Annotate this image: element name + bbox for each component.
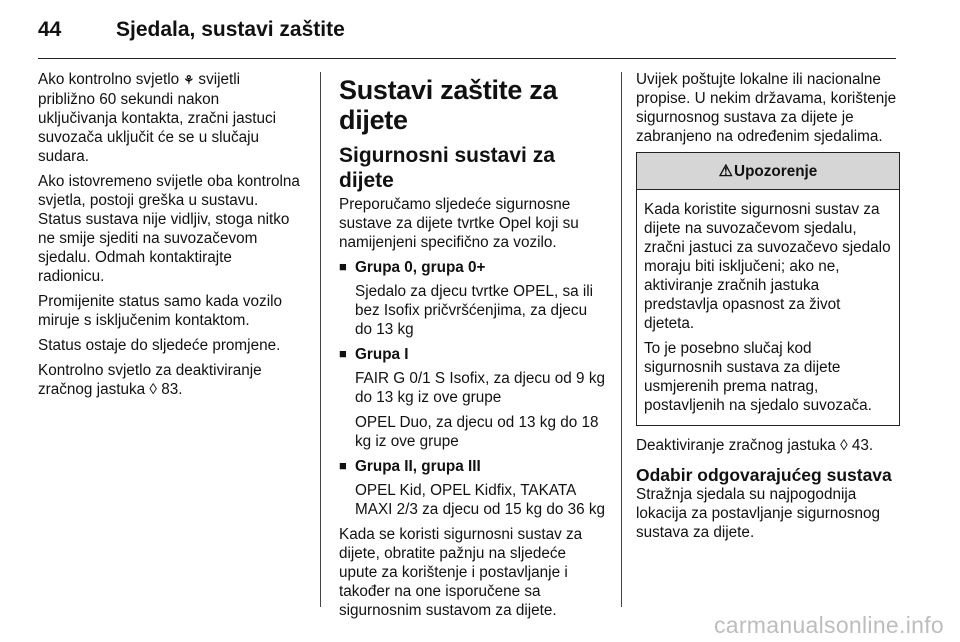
warning-box bbox=[636, 152, 900, 426]
watermark: carmanualsonline.info bbox=[713, 612, 944, 638]
list-item: ■ Grupa 0, grupa 0+ bbox=[339, 259, 486, 276]
running-title: Sjedala, sustavi zaštite bbox=[116, 18, 345, 41]
list-item-text: Sjedalo za djecu tvrtke OPEL, sa ili bez Isofix pričvršćenjima, za djecu do 13 kg bbox=[355, 283, 594, 338]
page-reference-link[interactable]: 43. bbox=[847, 437, 874, 454]
warning-body bbox=[637, 190, 899, 425]
header-rule bbox=[38, 58, 896, 59]
page-number: 44 bbox=[38, 18, 62, 41]
column-1 bbox=[38, 70, 300, 405]
bullet-icon: ■ bbox=[339, 458, 347, 473]
warning-paragraph: To je posebno slučaj kod sigurnosnih sustava za dijete usmjerenih prema natrag, postavljenih na sjedalo suvozača. bbox=[644, 340, 872, 414]
warning-title: Upozorenje bbox=[734, 162, 818, 180]
indicator-reference-paragraph: Kontrolno svjetlo za deaktiviranje zračnog jastuka ◊ 83. bbox=[38, 362, 262, 398]
page-reference-icon: ◊ bbox=[840, 437, 848, 454]
column-3 bbox=[636, 70, 900, 548]
list-item: ■ Grupa I bbox=[339, 346, 409, 363]
regulations-paragraph: Uvijek poštujte lokalne ili nacionalne propise. U nekim državama, korištenje sigurnosnog sustava za dijete je zabranjeno na određenim sjedalima. bbox=[636, 71, 897, 145]
outro-paragraph: Kada se koristi sigurnosni sustav za dijete, obratite pažnju na sljedeće upute za korištenje i postavljanje i također na one isporučene sa sigurnosnim sustavom za dijete. bbox=[339, 526, 583, 619]
column-2 bbox=[339, 70, 606, 626]
deactivation-reference-paragraph: Deaktiviranje zračnog jastuka ◊ 43. bbox=[636, 437, 874, 454]
list-item-text: OPEL Duo, za djecu od 13 kg do 18 kg iz ove grupe bbox=[355, 414, 599, 450]
warning-triangle-icon: ⚠ bbox=[718, 162, 734, 180]
section-title: Sustavi zaštite za dijete bbox=[339, 75, 558, 135]
status-remains-paragraph: Status ostaje do sljedeće promjene. bbox=[38, 337, 281, 354]
warning-header bbox=[637, 153, 899, 190]
bullet-icon: ■ bbox=[339, 259, 347, 274]
intro-paragraph: Preporučamo sljedeće sigurnosne sustave za dijete tvrtke Opel koji su namijenjeni specifično za vozilo. bbox=[339, 196, 579, 251]
list-item-text: OPEL Kid, OPEL Kidfix, TAKATA MAXI 2/3 za djecu od 15 kg do 36 kg bbox=[355, 482, 606, 518]
bullet-icon: ■ bbox=[339, 346, 347, 361]
airbag-off-indicator-icon: ⚘ bbox=[183, 73, 195, 87]
subsection-title: Odabir odgovarajućeg sustava bbox=[636, 465, 892, 485]
list-item: ■ Grupa II, grupa III bbox=[339, 458, 481, 475]
subsection-title: Sigurnosni sustavi za dijete bbox=[339, 144, 555, 192]
page-reference-icon: ◊ bbox=[149, 381, 157, 398]
change-status-paragraph: Promijenite status samo kada vozilo miruje s isključenim kontaktom. bbox=[38, 293, 283, 329]
warning-paragraph: Kada koristite sigurnosni sustav za dijete na suvozačevom sjedalu, zračni jastuci za suvozačevo sjedalo moraju biti isključeni; ako ne, aktiviranje zračnih jastuka predstavlja opasnost za život djeteta. bbox=[644, 201, 891, 332]
fault-paragraph: Ako istovremeno svijetle oba kontrolna svjetla, postoji greška u sustavu. Status sustava nije vidljiv, stoga nitko ne smije sjediti na suvozačevom sjedalu. Odmah kontaktirajte radionicu. bbox=[38, 173, 300, 285]
rear-seats-paragraph: Stražnja sjedala su najpogodnija lokacija za postavljanje sigurnosnog sustava za dijete. bbox=[636, 486, 881, 541]
column-divider-2 bbox=[621, 72, 622, 607]
page-header bbox=[38, 18, 345, 48]
list-item-text: FAIR G 0/1 S Isofix, za djecu od 9 kg do 13 kg iz ove grupe bbox=[355, 370, 605, 406]
page-reference-link[interactable]: 83. bbox=[156, 381, 183, 398]
column-divider-1 bbox=[320, 72, 321, 607]
airbag-status-paragraph: Ako kontrolno svjetlo ⚘ svijetli približno 60 sekundi nakon uključivanja kontakta, zračni jastuci suvozača uključit će se u slučaju sudara. bbox=[38, 71, 277, 165]
